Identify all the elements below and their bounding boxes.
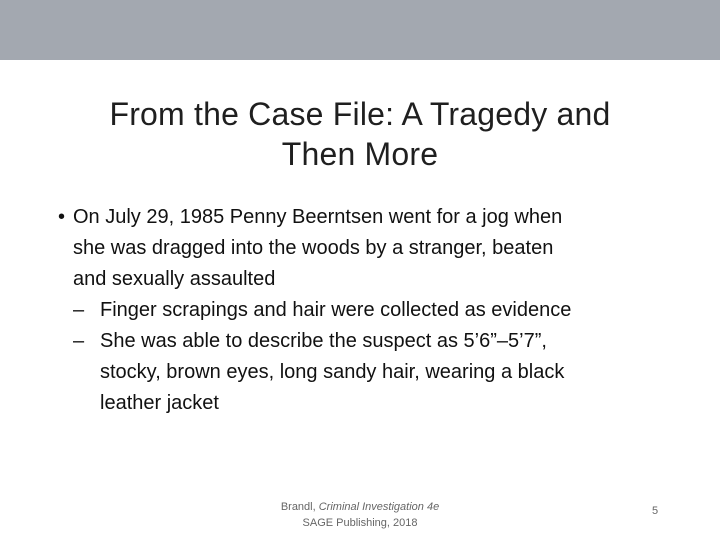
bullet-main-line-3: and sexually assaulted [73, 268, 276, 290]
bullet-main [58, 202, 678, 295]
sub-bullet-suspect-line-3: leather jacket [100, 392, 219, 414]
sub-bullet-evidence [58, 295, 678, 326]
citation-book-title: Criminal Investigation 4e [318, 501, 440, 513]
sub-bullet-marker: – [73, 330, 85, 352]
sub-bullet-evidence-line-1: Finger scrapings and hair were collected as evidence [100, 299, 572, 321]
footer-citation [230, 499, 490, 531]
bullet-main-line-1: On July 29, 1985 Penny Beerntsen went for a jog when [73, 206, 563, 228]
citation-line-1 [230, 499, 490, 515]
sub-bullet-suspect-line-1: She was able to describe the suspect as 5’6”–5’7”, [100, 330, 547, 352]
slide-title-line-2: Then More [281, 136, 439, 172]
header-band [0, 0, 720, 60]
bullet-main-line-2: she was dragged into the woods by a stranger, beaten [73, 237, 554, 259]
sub-bullet-marker: – [73, 299, 85, 321]
slide-title-line-1: From the Case File: A Tragedy and [109, 96, 611, 132]
slide-title [60, 94, 660, 174]
sub-bullet-suspect-description [58, 326, 678, 419]
bullet-marker: • [58, 206, 66, 228]
citation-author: Brandl, [280, 501, 319, 513]
sub-bullet-suspect-line-2: stocky, brown eyes, long sandy hair, wearing a black [100, 361, 565, 383]
citation-publisher: SAGE Publishing, 2018 [302, 517, 418, 529]
page-number: 5 [652, 505, 659, 517]
slide-body [58, 202, 678, 419]
